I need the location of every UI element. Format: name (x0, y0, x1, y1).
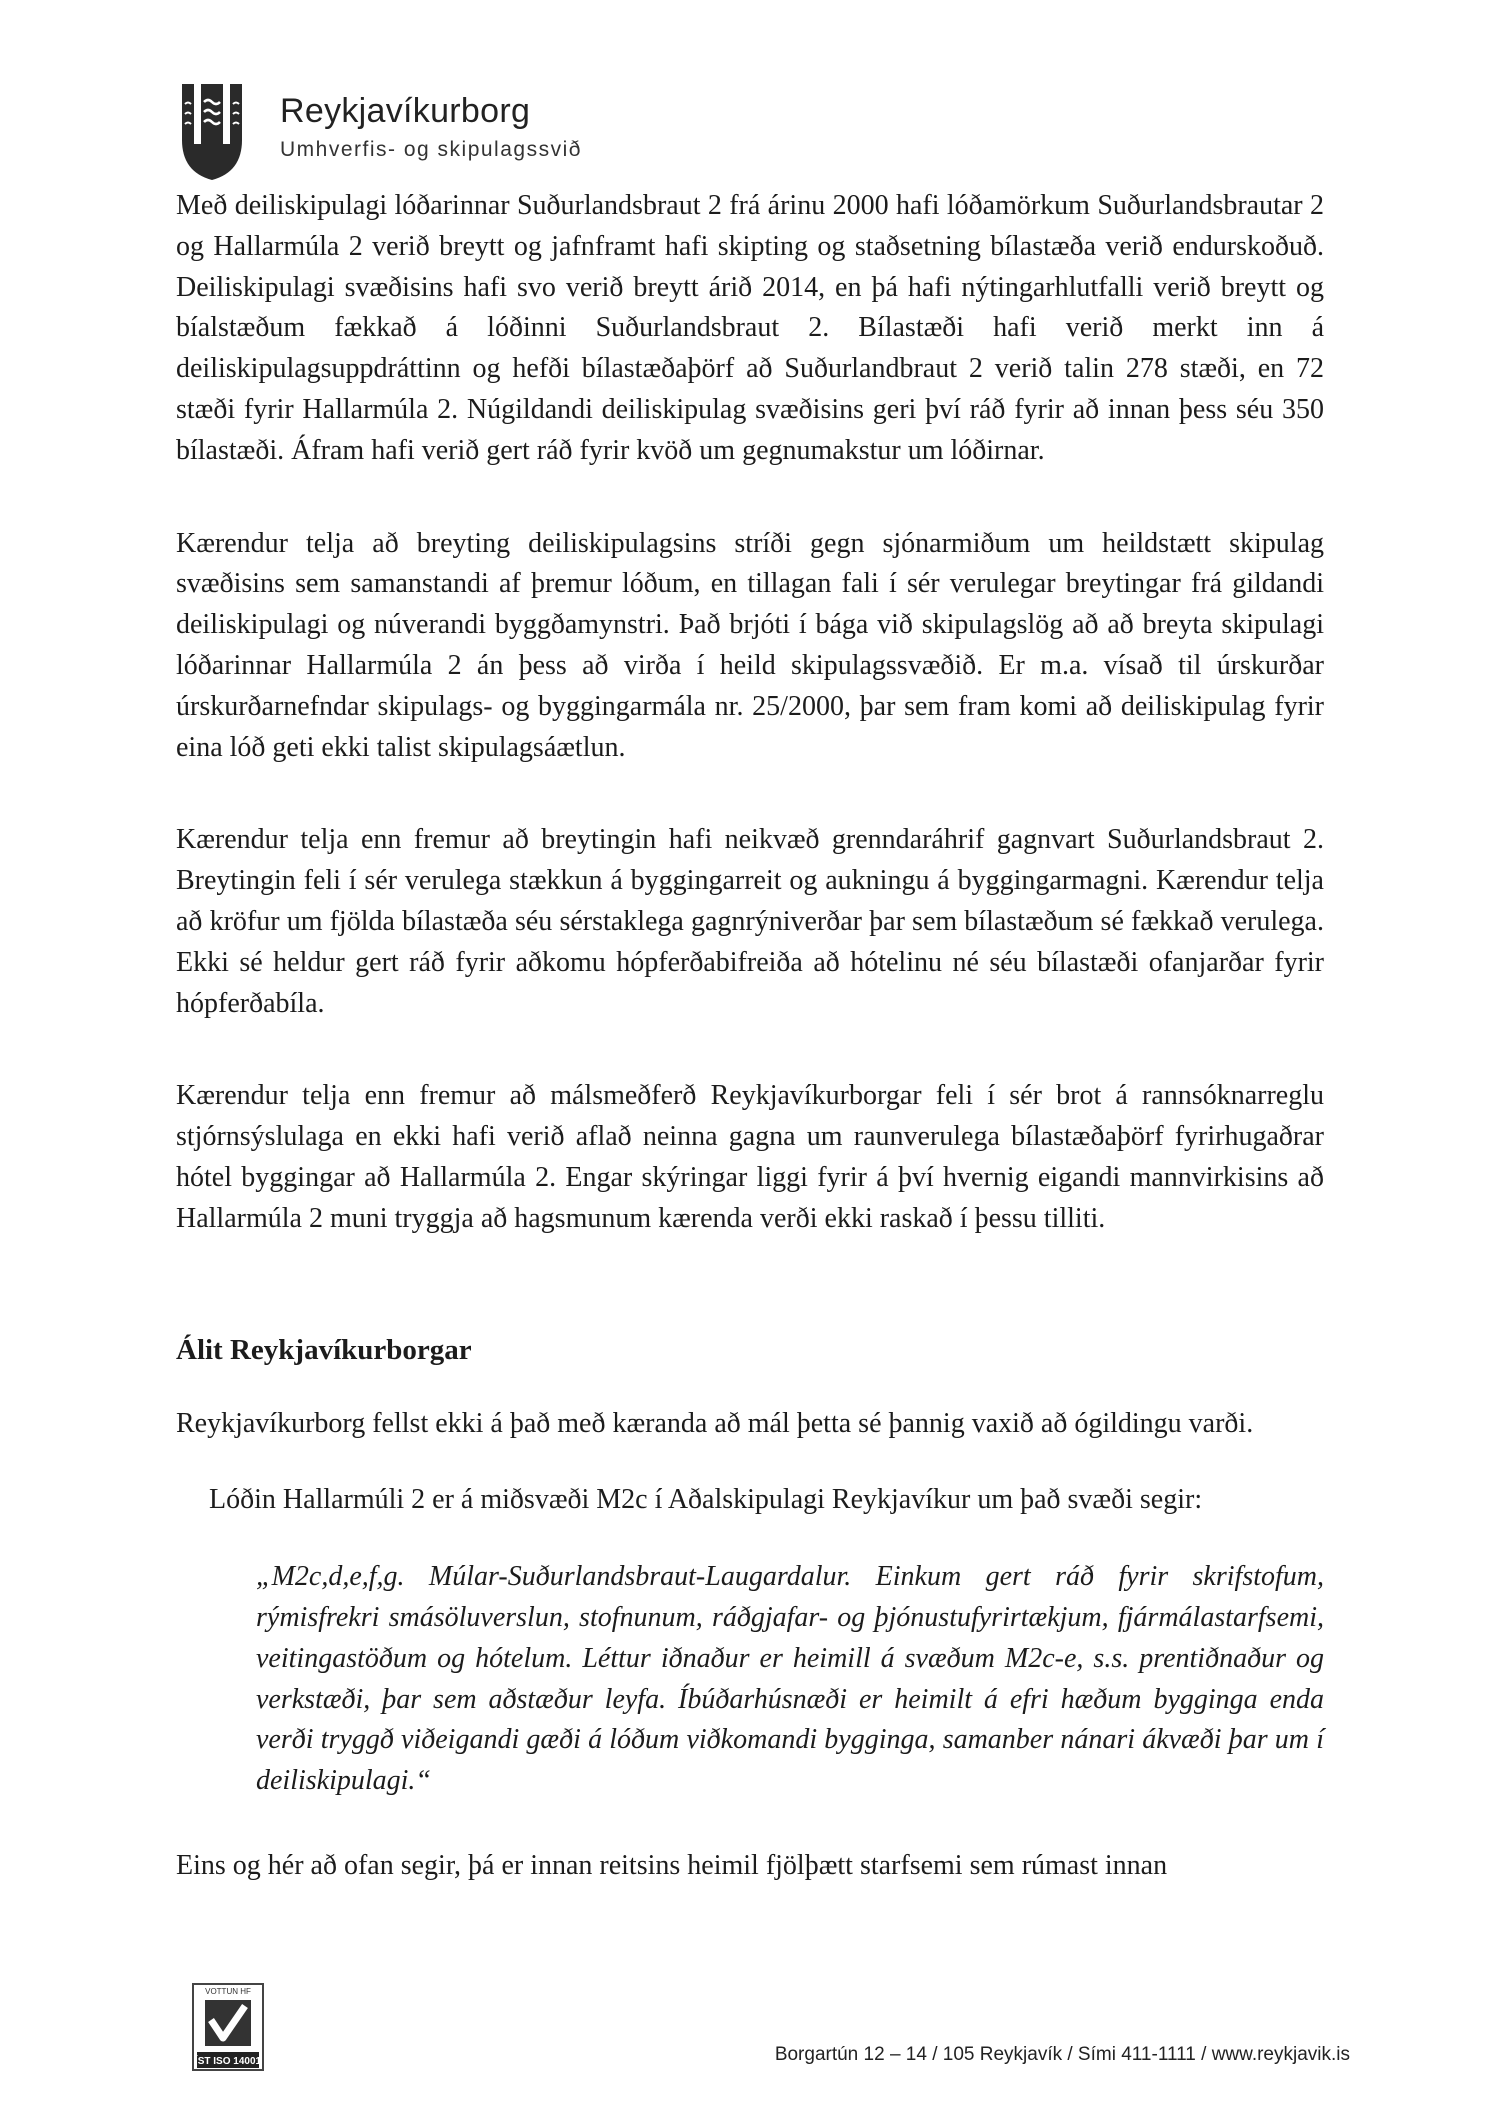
paragraph-conclusion: Eins og hér að ofan segir, þá er innan reitsins heimil fjölþætt starfsemi sem rúmast innan (176, 1849, 1168, 1881)
paragraph-holistic-planning: Kærendur telja að breyting deiliskipulagsins stríði gegn sjónarmiðum um heildstætt skipulag svæðisins sem samanstandi af þremur lóðum, en tillagan fali í sér verulegar breytingar frá gildandi deiliskipulagi og núverandi byggðamynstri. Það brjóti í bága við skipulagslög að að breyta skipulagi lóðarinnar Hallarmúla 2 án þess að virða í heild skipulagssvæðið. Er m.a. vísað til úrskurðar úrskurðarnefndar skipulags- og byggingarmála nr. 25/2000, þar sem fram komi að deiliskipulag fyrir eina lóð geti ekki talist skipulagsáætlun. (176, 527, 1324, 763)
org-name: Reykjavíkurborg (280, 92, 531, 130)
letterhead (180, 78, 740, 188)
paragraph-investigation-rule: Kærendur telja enn fremur að málsmeðferð Reykjavíkurborgar feli í sér brot á rannsóknarreglu stjórnsýslulaga en ekki hafi verið aflað neinna gagna um raunverulega bílastæðaþörf fyrirhugaðrar hótel byggingar að Hallarmúla 2. Engar skýringar liggi fyrir á því hvernig eigandi mannvirkisins að Hallarmúla 2 muni tryggja að hagsmunum kærenda verði ekki raskað í þessu tilliti. (176, 1080, 1324, 1234)
master-plan-quote: „M2c,d,e,f,g. Múlar-Suðurlandsbraut-Laugardalur. Einkum gert ráð fyrir skrifstofum, rýmisfrekri smásöluverslun, stofnunum, ráðgjafar- og þjónustufyrirtækjum, fjármálastarfsemi, veitingastöðum og hótelum. Léttur iðnaður er heimill á svæðum M2c-e, s.s. prentiðnaður og verkstæði, þar sem aðstæður leyfa. Íbúðarhúsnæði er heimilt á efri hæðum bygginga enda verði tryggð viðeigandi gæði á lóðum viðkomandi bygginga, samanber nánari ákvæði þar um í deiliskipulagi.“ (256, 1561, 1324, 1797)
department-name: Umhverfis- og skipulagssvið (280, 138, 582, 161)
cert-bottom-label: ÍST ISO 14001 (194, 2056, 262, 2067)
footer-address: Borgartún 12 – 14 / 105 Reykjavík / Sími 411-1111 / www.reykjavik.is (774, 2044, 1350, 2065)
section-heading: Álit Reykjavíkurborgar (176, 1333, 472, 1366)
paragraph-parking: Með deiliskipulagi lóðarinnar Suðurlandsbraut 2 frá árinu 2000 hafi lóðamörkum Suðurlandsbrautar 2 og Hallarmúla 2 verið breytt og jafnframt hafi skipting og staðsetning bílastæða verið endurskoðuð. Deiliskipulagi svæðisins hafi svo verið breytt árið 2014, en þá hafi nýtingarhlutfalli verið breytt og bíalstæðum fækkað á lóðinni Suðurlandsbraut 2. Bílastæði hafi verið merkt inn á deiliskipulagsuppdráttinn og hefði bílastæðaþörf að Suðurlandbraut 2 verið talin 278 stæði, en 72 stæði fyrir Hallarmúla 2. Núgildandi deiliskipulag svæðisins geri því ráð fyrir að innan þess séu 350 bílastæði. Áfram hafi verið gert ráð fyrir kvöð um gegnumakstur um lóðirnar. (176, 190, 1324, 466)
iso-certification-icon (191, 1982, 265, 2072)
paragraph-city-position: Reykjavíkurborg fellst ekki á það með kæranda að mál þetta sé þannig vaxið að ógildingu varði. (176, 1407, 1254, 1439)
letter-body (176, 186, 1324, 1887)
reykjavik-crest-icon (180, 78, 244, 182)
paragraph-neighbour-impact: Kærendur telja enn fremur að breytingin hafi neikvæð grenndaráhrif gagnvart Suðurlandsbraut 2. Breytingin feli í sér verulega stækkun á byggingarreit og aukningu á byggingarmagni. Kærendur telja að kröfur um fjölda bílastæða séu sérstaklega gagnrýniverðar þar sem bílastæðum sé fækkað verulega. Ekki sé heldur gert ráð fyrir aðkomu hópferðabifreiða að hótelinu né séu bílastæði ofanjarðar fyrir hópferðabíla. (176, 824, 1324, 1019)
cert-top-label: VOTTUN HF (205, 1987, 251, 1996)
paragraph-master-plan: Lóðin Hallarmúli 2 er á miðsvæði M2c í Aðalskipulagi Reykjavíkur um það svæði segir: (209, 1484, 1203, 1516)
